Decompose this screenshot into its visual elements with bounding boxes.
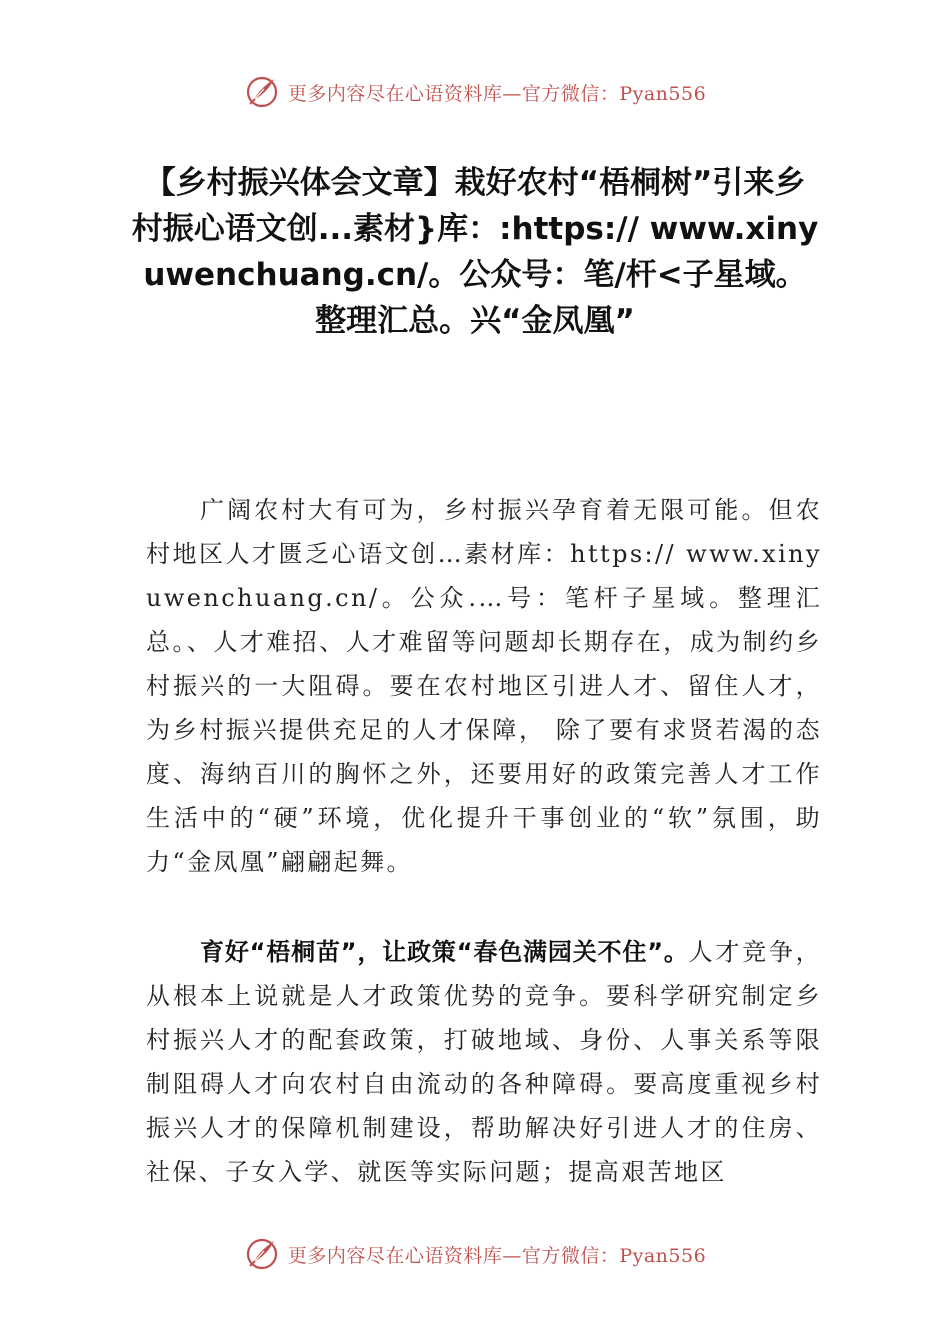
quill-logo-icon	[244, 74, 280, 110]
paragraph-2	[146, 930, 822, 1194]
header-banner-text: 更多内容尽在心语资料库—官方微信：Pyan556	[287, 82, 707, 105]
quill-logo-icon	[244, 1236, 280, 1272]
paragraph-2-body: 人才竞争，从根本上说就是人才政策优势的竞争。要科学研究制定乡村振兴人才的配套政策，打破地域、身份、人事关系等限制阻碍人才向农村自由流动的各种障碍。要高度重视乡村振兴人才的保障机制建设，帮助解决好引进人才的住房、社保、子女入学、就医等实际问题；提高艰苦地区	[146, 938, 823, 1186]
footer-banner-text: 更多内容尽在心语资料库—官方微信：Pyan556	[287, 1244, 707, 1267]
footer-banner	[0, 1232, 950, 1276]
document-title: 【乡村振兴体会文章】栽好农村“梧桐树”引来乡村振心语文创...素材}库：:https:// www.xinyuwenchuang.cn/。公众号：笔/杆<子星域。整理汇总。兴“金凤凰”	[131, 165, 819, 339]
header-banner	[0, 70, 950, 114]
paragraph-2-lead: 育好“梧桐苗”，让政策“春色满园关不住”。	[200, 938, 689, 966]
paragraph-1: 广阔农村大有可为，乡村振兴孕育着无限可能。但农村地区人才匮乏心语文创…素材库：https:// www.xinyuwenchuang.cn/。公众.…号：笔杆子星域。整理汇总。、人才难招、人才难留等问题却长期存在，成为制约乡村振兴的一大阻碍。要在农村地区引进人才、留住人才，为乡村振兴提供充足的人才保障， 除了要有求贤若渴的态度、海纳百川的胸怀之外，还要用好的政策完善人才工作生活中的“硬”环境，优化提升干事创业的“软”氛围，助力“金凤凰”翩翩起舞。	[146, 496, 822, 876]
